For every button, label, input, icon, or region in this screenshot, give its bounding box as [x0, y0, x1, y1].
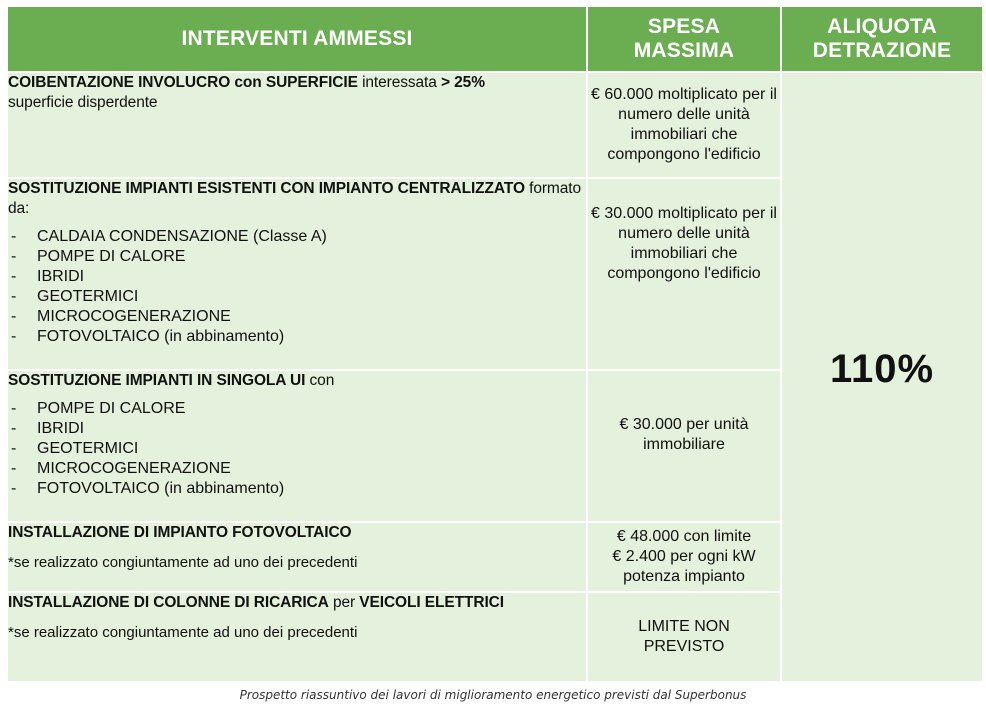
item-list	[8, 227, 586, 347]
max-expense-cell: € 60.000 moltiplicato per il numero delle unità immobiliari che compongono l'edificio	[587, 72, 781, 178]
intervention-cell: SOSTITUZIONE IMPIANTI ESISTENTI CON IMPIANTO CENTRALIZZATO formato da: - CALDAIA CONDENSAZIONE (Classe A) - POMPE DI CALORE - IBRIDI - GEOTERMICI - MICROCOGENERAZIONE - FOTOVOLTAICO (in abbinamento)	[7, 178, 587, 370]
header-interventions: INTERVENTI AMMESSI	[7, 6, 587, 72]
max-expense-cell: € 30.000 moltiplicato per il numero delle unità immobiliari che compongono l'edificio	[587, 178, 781, 370]
max-expense-cell: LIMITE NON PREVISTO	[587, 592, 781, 682]
max-expense-cell: € 48.000 con limite € 2.400 per ogni kW potenza impianto	[587, 522, 781, 592]
list-item: - FOTOVOLTAICO (in abbinamento)	[8, 479, 586, 499]
rate-value: 110%	[829, 346, 935, 391]
interventions-table	[6, 5, 984, 683]
item-list	[8, 399, 586, 499]
header-max-expense: SPESA MASSIMA	[587, 6, 781, 72]
list-item: - IBRIDI	[8, 267, 586, 287]
intervention-cell: INSTALLAZIONE DI COLONNE DI RICARICA per VEICOLI ELETTRICI *se realizzato congiuntamente ad uno dei precedenti	[7, 592, 587, 682]
list-item: - CALDAIA CONDENSAZIONE (Classe A)	[8, 227, 586, 247]
intervention-cell: SOSTITUZIONE IMPIANTI IN SINGOLA UI con - POMPE DI CALORE - IBRIDI - GEOTERMICI - MICROCOGENERAZIONE - FOTOVOLTAICO (in abbinamento)	[7, 370, 587, 522]
table-header-row	[7, 6, 983, 72]
list-item: - GEOTERMICI	[8, 287, 586, 307]
list-item: - POMPE DI CALORE	[8, 247, 586, 267]
table-row	[7, 72, 983, 178]
deduction-rate-cell	[781, 72, 983, 682]
list-item: - POMPE DI CALORE	[8, 399, 586, 419]
list-item: - IBRIDI	[8, 419, 586, 439]
table-caption: Prospetto riassuntivo dei lavori di miglioramento energetico previsti dal Superbonus	[239, 688, 747, 702]
header-deduction-rate: ALIQUOTA DETRAZIONE	[781, 6, 983, 72]
list-item: - MICROCOGENERAZIONE	[8, 307, 586, 327]
intervention-cell: INSTALLAZIONE DI IMPIANTO FOTOVOLTAICO *se realizzato congiuntamente ad uno dei precedenti	[7, 522, 587, 592]
max-expense-cell: € 30.000 per unità immobiliare	[587, 370, 781, 522]
list-item: - MICROCOGENERAZIONE	[8, 459, 586, 479]
intervention-cell: COIBENTAZIONE INVOLUCRO con SUPERFICIE interessata > 25% superficie disperdente	[7, 72, 587, 178]
list-item: - FOTOVOLTAICO (in abbinamento)	[8, 327, 586, 347]
list-item: - GEOTERMICI	[8, 439, 586, 459]
